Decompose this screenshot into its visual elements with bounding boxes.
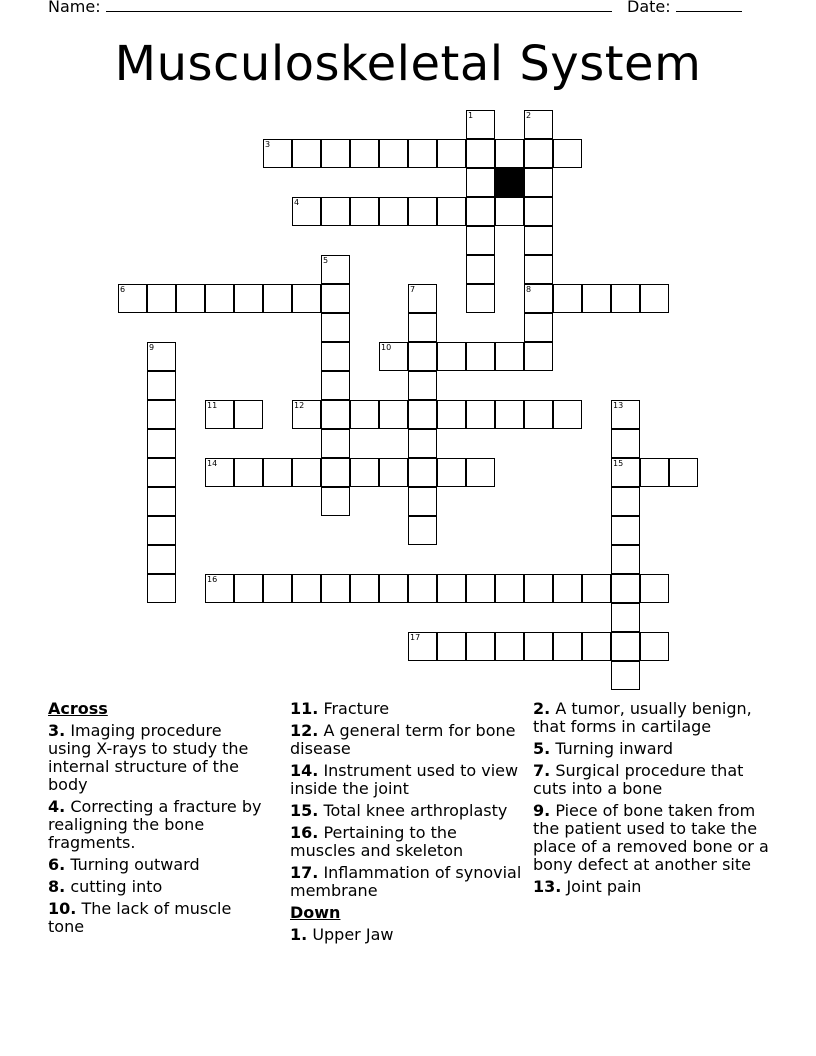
across-heading: Across [48, 699, 108, 718]
letter-square[interactable] [466, 255, 495, 284]
clue-across-3: 3. Imaging procedure using X-rays to study the internal structure of the body [48, 721, 249, 794]
letter-square[interactable] [553, 139, 582, 168]
letter-square[interactable] [553, 400, 582, 429]
letter-square[interactable] [611, 661, 640, 690]
letter-square[interactable] [321, 139, 350, 168]
letter-square[interactable] [292, 284, 321, 313]
letter-square[interactable] [234, 458, 263, 487]
letter-square[interactable] [147, 342, 176, 371]
clue-across-12: 12. A general term for bone disease [290, 721, 516, 758]
clue-across-16: 16. Pertaining to the muscles and skeleton [290, 823, 464, 860]
clue-down-13: 13. Joint pain [533, 877, 642, 896]
letter-square[interactable] [495, 400, 524, 429]
letter-square[interactable] [408, 139, 437, 168]
letter-square[interactable] [524, 313, 553, 342]
letter-square[interactable] [321, 400, 350, 429]
letter-square[interactable] [147, 284, 176, 313]
letter-square[interactable] [611, 545, 640, 574]
letter-square[interactable] [292, 400, 321, 429]
letter-square[interactable] [147, 487, 176, 516]
letter-square[interactable] [350, 574, 379, 603]
letter-square[interactable] [147, 371, 176, 400]
letter-square[interactable] [147, 516, 176, 545]
letter-square[interactable] [379, 139, 408, 168]
clue-number: 5 [323, 256, 329, 265]
letter-square[interactable] [640, 632, 669, 661]
letter-square[interactable] [640, 458, 669, 487]
letter-square[interactable] [466, 226, 495, 255]
letter-square[interactable] [466, 168, 495, 197]
clues-column-3 [533, 700, 773, 900]
letter-square[interactable] [437, 197, 466, 226]
letter-square[interactable] [466, 574, 495, 603]
letter-square[interactable] [466, 632, 495, 661]
clue-across-8: 8. cutting into [48, 877, 163, 896]
letter-square[interactable] [437, 458, 466, 487]
letter-square[interactable] [292, 574, 321, 603]
letter-square[interactable] [350, 458, 379, 487]
clue-down-9: 9. Piece of bone taken from the patient used to take the place of a removed bone or a bony defect at another site [533, 801, 769, 874]
letter-square[interactable] [147, 400, 176, 429]
letter-square[interactable] [524, 400, 553, 429]
letter-square[interactable] [408, 400, 437, 429]
letter-square[interactable] [408, 632, 437, 661]
letter-square[interactable] [379, 400, 408, 429]
letter-square[interactable] [611, 516, 640, 545]
letter-square[interactable] [611, 632, 640, 661]
clue-number: 15 [613, 459, 624, 468]
letter-square[interactable] [321, 371, 350, 400]
letter-square[interactable] [524, 168, 553, 197]
clue-number: 11 [207, 401, 218, 410]
letter-square[interactable] [524, 255, 553, 284]
clue-across-11: 11. Fracture [290, 699, 390, 718]
letter-square[interactable] [611, 284, 640, 313]
clue-down-1: 1. Upper Jaw [290, 925, 394, 944]
letter-square[interactable] [466, 342, 495, 371]
letter-square[interactable] [321, 313, 350, 342]
letter-square[interactable] [205, 400, 234, 429]
letter-square[interactable] [408, 371, 437, 400]
letter-square[interactable] [524, 197, 553, 226]
letter-square[interactable] [205, 574, 234, 603]
letter-square[interactable] [524, 632, 553, 661]
letter-square[interactable] [292, 458, 321, 487]
letter-square[interactable] [611, 487, 640, 516]
letter-square[interactable] [205, 458, 234, 487]
letter-square[interactable] [611, 574, 640, 603]
clue-number: 17 [410, 633, 421, 642]
down-heading: Down [290, 903, 341, 922]
letter-square[interactable] [321, 197, 350, 226]
clue-number: 4 [294, 198, 300, 207]
letter-square[interactable] [321, 574, 350, 603]
letter-square[interactable] [495, 574, 524, 603]
letter-square[interactable] [524, 226, 553, 255]
clue-number: 9 [149, 343, 155, 352]
letter-square[interactable] [350, 400, 379, 429]
clue-number: 1 [468, 111, 474, 120]
letter-square[interactable] [321, 458, 350, 487]
clue-across-14: 14. Instrument used to view inside the joint [290, 761, 519, 798]
clue-number: 12 [294, 401, 305, 410]
letter-square[interactable] [524, 284, 553, 313]
letter-square[interactable] [408, 342, 437, 371]
name-label: Name: [48, 0, 101, 16]
clues-column-2 [290, 700, 522, 948]
clue-number: 3 [265, 140, 271, 149]
letter-square[interactable] [466, 458, 495, 487]
letter-square[interactable] [466, 139, 495, 168]
letter-square[interactable] [292, 197, 321, 226]
letter-square[interactable] [147, 545, 176, 574]
letter-square[interactable] [408, 429, 437, 458]
letter-square[interactable] [118, 284, 147, 313]
letter-square[interactable] [437, 574, 466, 603]
letter-square[interactable] [379, 574, 408, 603]
clue-number: 16 [207, 575, 218, 584]
clue-number: 10 [381, 343, 392, 352]
letter-square[interactable] [147, 574, 176, 603]
letter-square[interactable] [524, 139, 553, 168]
letter-square[interactable] [611, 458, 640, 487]
letter-square[interactable] [321, 255, 350, 284]
letter-square[interactable] [205, 284, 234, 313]
letter-square[interactable] [437, 400, 466, 429]
letter-square[interactable] [553, 574, 582, 603]
letter-square[interactable] [495, 139, 524, 168]
letter-square[interactable] [437, 139, 466, 168]
letter-square[interactable] [582, 632, 611, 661]
letter-square[interactable] [408, 574, 437, 603]
letter-square[interactable] [495, 342, 524, 371]
clue-number: 6 [120, 285, 126, 294]
clue-across-15: 15. Total knee arthroplasty [290, 801, 508, 820]
letter-square[interactable] [437, 342, 466, 371]
letter-square[interactable] [234, 574, 263, 603]
clue-number: 14 [207, 459, 218, 468]
letter-square[interactable] [524, 574, 553, 603]
letter-square[interactable] [466, 197, 495, 226]
clue-down-2: 2. A tumor, usually benign, that forms in cartilage [533, 699, 752, 736]
date-label: Date: [627, 0, 671, 16]
letter-square[interactable] [640, 284, 669, 313]
letter-square[interactable] [321, 284, 350, 313]
clue-across-17: 17. Inflammation of synovial membrane [290, 863, 522, 900]
letter-square[interactable] [408, 516, 437, 545]
letter-square[interactable] [263, 139, 292, 168]
letter-square[interactable] [234, 400, 263, 429]
letter-square[interactable] [292, 139, 321, 168]
letter-square[interactable] [379, 197, 408, 226]
letter-square[interactable] [350, 139, 379, 168]
letter-square[interactable] [611, 603, 640, 632]
letter-square[interactable] [495, 632, 524, 661]
letter-square[interactable] [147, 429, 176, 458]
clue-down-7: 7. Surgical procedure that cuts into a bone [533, 761, 744, 798]
letter-square[interactable] [408, 458, 437, 487]
letter-square[interactable] [582, 574, 611, 603]
letter-square[interactable] [350, 197, 379, 226]
clue-across-6: 6. Turning outward [48, 855, 200, 874]
clue-number: 13 [613, 401, 624, 410]
letter-square[interactable] [263, 458, 292, 487]
letter-square[interactable] [553, 632, 582, 661]
letter-square[interactable] [408, 313, 437, 342]
letter-square[interactable] [379, 342, 408, 371]
black-square [495, 168, 524, 197]
letter-square[interactable] [466, 110, 495, 139]
letter-square[interactable] [495, 197, 524, 226]
clue-number: 8 [526, 285, 532, 294]
letter-square[interactable] [321, 342, 350, 371]
letter-square[interactable] [321, 429, 350, 458]
clue-across-10: 10. The lack of muscle tone [48, 899, 232, 936]
clue-number: 2 [526, 111, 532, 120]
letter-square[interactable] [466, 284, 495, 313]
letter-square[interactable] [524, 110, 553, 139]
letter-square[interactable] [147, 458, 176, 487]
letter-square[interactable] [611, 429, 640, 458]
clues-column-1 [48, 700, 268, 940]
letter-square[interactable] [234, 284, 263, 313]
clue-across-4: 4. Correcting a fracture by realigning the bone fragments. [48, 797, 262, 852]
letter-square[interactable] [437, 632, 466, 661]
letter-square[interactable] [321, 487, 350, 516]
letter-square[interactable] [263, 574, 292, 603]
letter-square[interactable] [408, 284, 437, 313]
letter-square[interactable] [669, 458, 698, 487]
letter-square[interactable] [176, 284, 205, 313]
letter-square[interactable] [524, 342, 553, 371]
clue-number: 7 [410, 285, 416, 294]
letter-square[interactable] [611, 400, 640, 429]
letter-square[interactable] [553, 284, 582, 313]
letter-square[interactable] [379, 458, 408, 487]
letter-square[interactable] [408, 197, 437, 226]
letter-square[interactable] [263, 284, 292, 313]
letter-square[interactable] [466, 400, 495, 429]
puzzle-title: Musculoskeletal System [114, 36, 702, 92]
clue-down-5: 5. Turning inward [533, 739, 673, 758]
letter-square[interactable] [582, 284, 611, 313]
letter-square[interactable] [408, 487, 437, 516]
letter-square[interactable] [640, 574, 669, 603]
